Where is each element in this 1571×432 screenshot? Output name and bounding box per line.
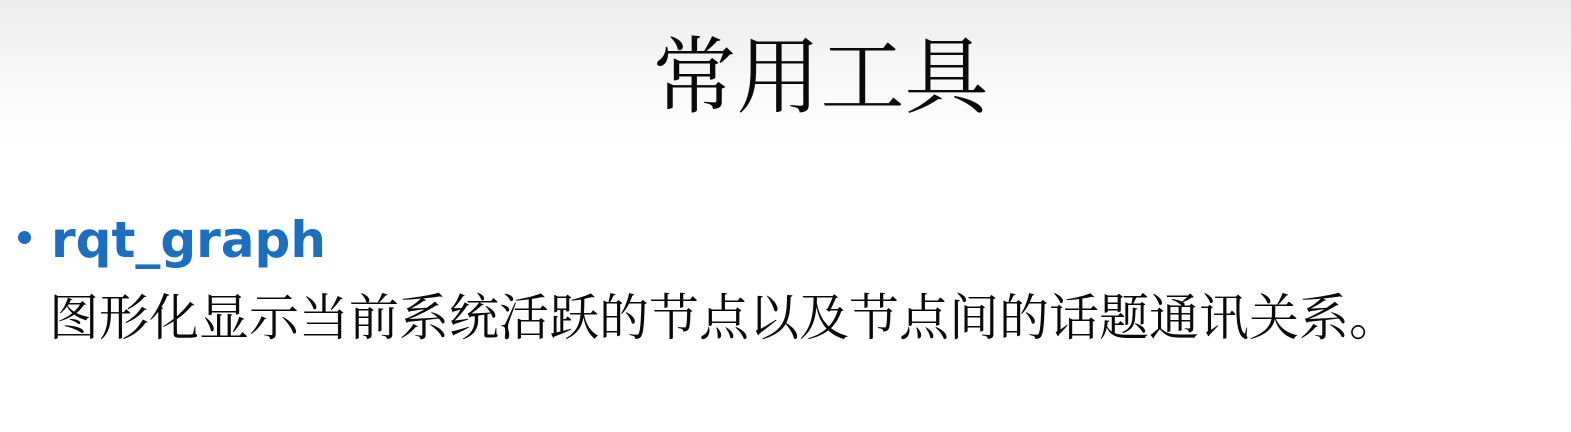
bullet-heading: rqt_graph [51, 211, 326, 269]
bullet-description: 图形化显示当前系统活跃的节点以及节点间的话题通讯关系。 [49, 289, 1399, 347]
bullet-dot-icon [18, 231, 31, 244]
bullet-item [18, 205, 326, 275]
slide-title: 常用工具 [652, 28, 989, 126]
